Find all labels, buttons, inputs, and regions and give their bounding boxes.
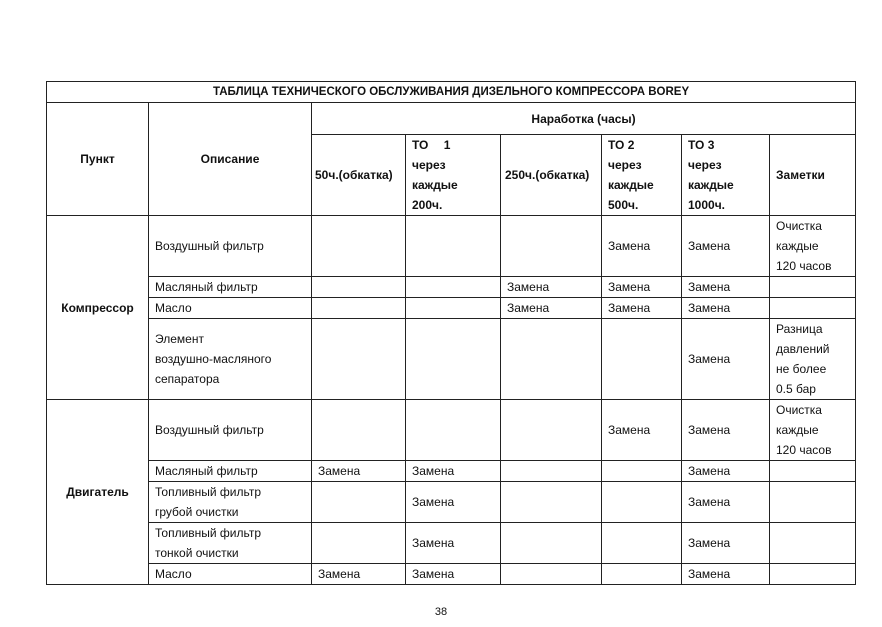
description-cell: Элемент воздушно-масляного сепаратора: [149, 319, 312, 400]
table-row: [47, 319, 856, 400]
cell-to3: Замена: [682, 298, 770, 319]
cell-c50: [312, 298, 406, 319]
cell-c50: Замена: [312, 461, 406, 482]
notes-cell: Разница давлений не более 0.5 бар: [770, 319, 856, 400]
cell-to1: Замена: [406, 523, 501, 564]
cell-c50: Замена: [312, 564, 406, 585]
cell-c250: [501, 523, 602, 564]
notes-cell: Очистка каждые 120 часов: [770, 216, 856, 277]
description-cell: Воздушный фильтр: [149, 400, 312, 461]
cell-c50: [312, 216, 406, 277]
page-number: 38: [434, 606, 448, 618]
group-label: Компрессор: [47, 216, 149, 400]
cell-to2: Замена: [602, 216, 682, 277]
notes-cell: Очистка каждые 120 часов: [770, 400, 856, 461]
cell-c250: [501, 319, 602, 400]
cell-c50: [312, 523, 406, 564]
description-cell: Воздушный фильтр: [149, 216, 312, 277]
description-cell: Масло: [149, 564, 312, 585]
table-row: [47, 298, 856, 319]
cell-c250: Замена: [501, 298, 602, 319]
header-narabotka: Наработка (часы): [312, 103, 856, 135]
notes-cell: [770, 298, 856, 319]
notes-cell: [770, 523, 856, 564]
cell-to1: [406, 277, 501, 298]
cell-c50: [312, 319, 406, 400]
cell-to1: [406, 319, 501, 400]
cell-to3: Замена: [682, 523, 770, 564]
header-50h: 50ч.(обкатка): [312, 135, 406, 216]
cell-to2: Замена: [602, 298, 682, 319]
cell-to3: Замена: [682, 400, 770, 461]
cell-to1: [406, 216, 501, 277]
cell-c250: [501, 482, 602, 523]
table-row: [47, 482, 856, 523]
header-notes: Заметки: [770, 135, 856, 216]
cell-to2: Замена: [602, 400, 682, 461]
notes-cell: [770, 564, 856, 585]
group-label: Двигатель: [47, 400, 149, 585]
cell-to1: [406, 400, 501, 461]
description-cell: Топливный фильтр тонкой очистки: [149, 523, 312, 564]
description-cell: Топливный фильтр грубой очистки: [149, 482, 312, 523]
notes-cell: [770, 482, 856, 523]
header-250h: 250ч.(обкатка): [501, 135, 602, 216]
cell-to3: Замена: [682, 482, 770, 523]
cell-to2: [602, 319, 682, 400]
cell-to2: [602, 564, 682, 585]
notes-cell: [770, 277, 856, 298]
notes-cell: [770, 461, 856, 482]
header-to1: ТО 1 через каждые 200ч.: [406, 135, 501, 216]
cell-to3: Замена: [682, 461, 770, 482]
cell-c250: [501, 461, 602, 482]
table-title: ТАБЛИЦА ТЕХНИЧЕСКОГО ОБСЛУЖИВАНИЯ ДИЗЕЛЬНОГО КОМПРЕССОРА BOREY: [47, 82, 856, 103]
cell-to1: Замена: [406, 461, 501, 482]
table-row: [47, 277, 856, 298]
cell-to3: Замена: [682, 277, 770, 298]
cell-to3: Замена: [682, 319, 770, 400]
cell-to2: Замена: [602, 277, 682, 298]
cell-c250: [501, 216, 602, 277]
table-row: [47, 461, 856, 482]
description-cell: Масляный фильтр: [149, 277, 312, 298]
maintenance-table: [46, 81, 856, 585]
cell-to2: [602, 461, 682, 482]
cell-to2: [602, 482, 682, 523]
cell-c50: [312, 277, 406, 298]
description-cell: Масло: [149, 298, 312, 319]
cell-c50: [312, 482, 406, 523]
table-row: [47, 216, 856, 277]
table-row: [47, 564, 856, 585]
cell-to3: Замена: [682, 216, 770, 277]
cell-to1: [406, 298, 501, 319]
cell-c250: Замена: [501, 277, 602, 298]
cell-to1: Замена: [406, 564, 501, 585]
header-to2: ТО 2 через каждые 500ч.: [602, 135, 682, 216]
cell-to2: [602, 523, 682, 564]
cell-c50: [312, 400, 406, 461]
header-opisanie: Описание: [149, 103, 312, 216]
cell-c250: [501, 564, 602, 585]
description-cell: Масляный фильтр: [149, 461, 312, 482]
cell-c250: [501, 400, 602, 461]
cell-to1: Замена: [406, 482, 501, 523]
table-row: [47, 523, 856, 564]
header-to3: ТО 3 через каждые 1000ч.: [682, 135, 770, 216]
table-row: [47, 400, 856, 461]
cell-to3: Замена: [682, 564, 770, 585]
header-punkt: Пункт: [47, 103, 149, 216]
